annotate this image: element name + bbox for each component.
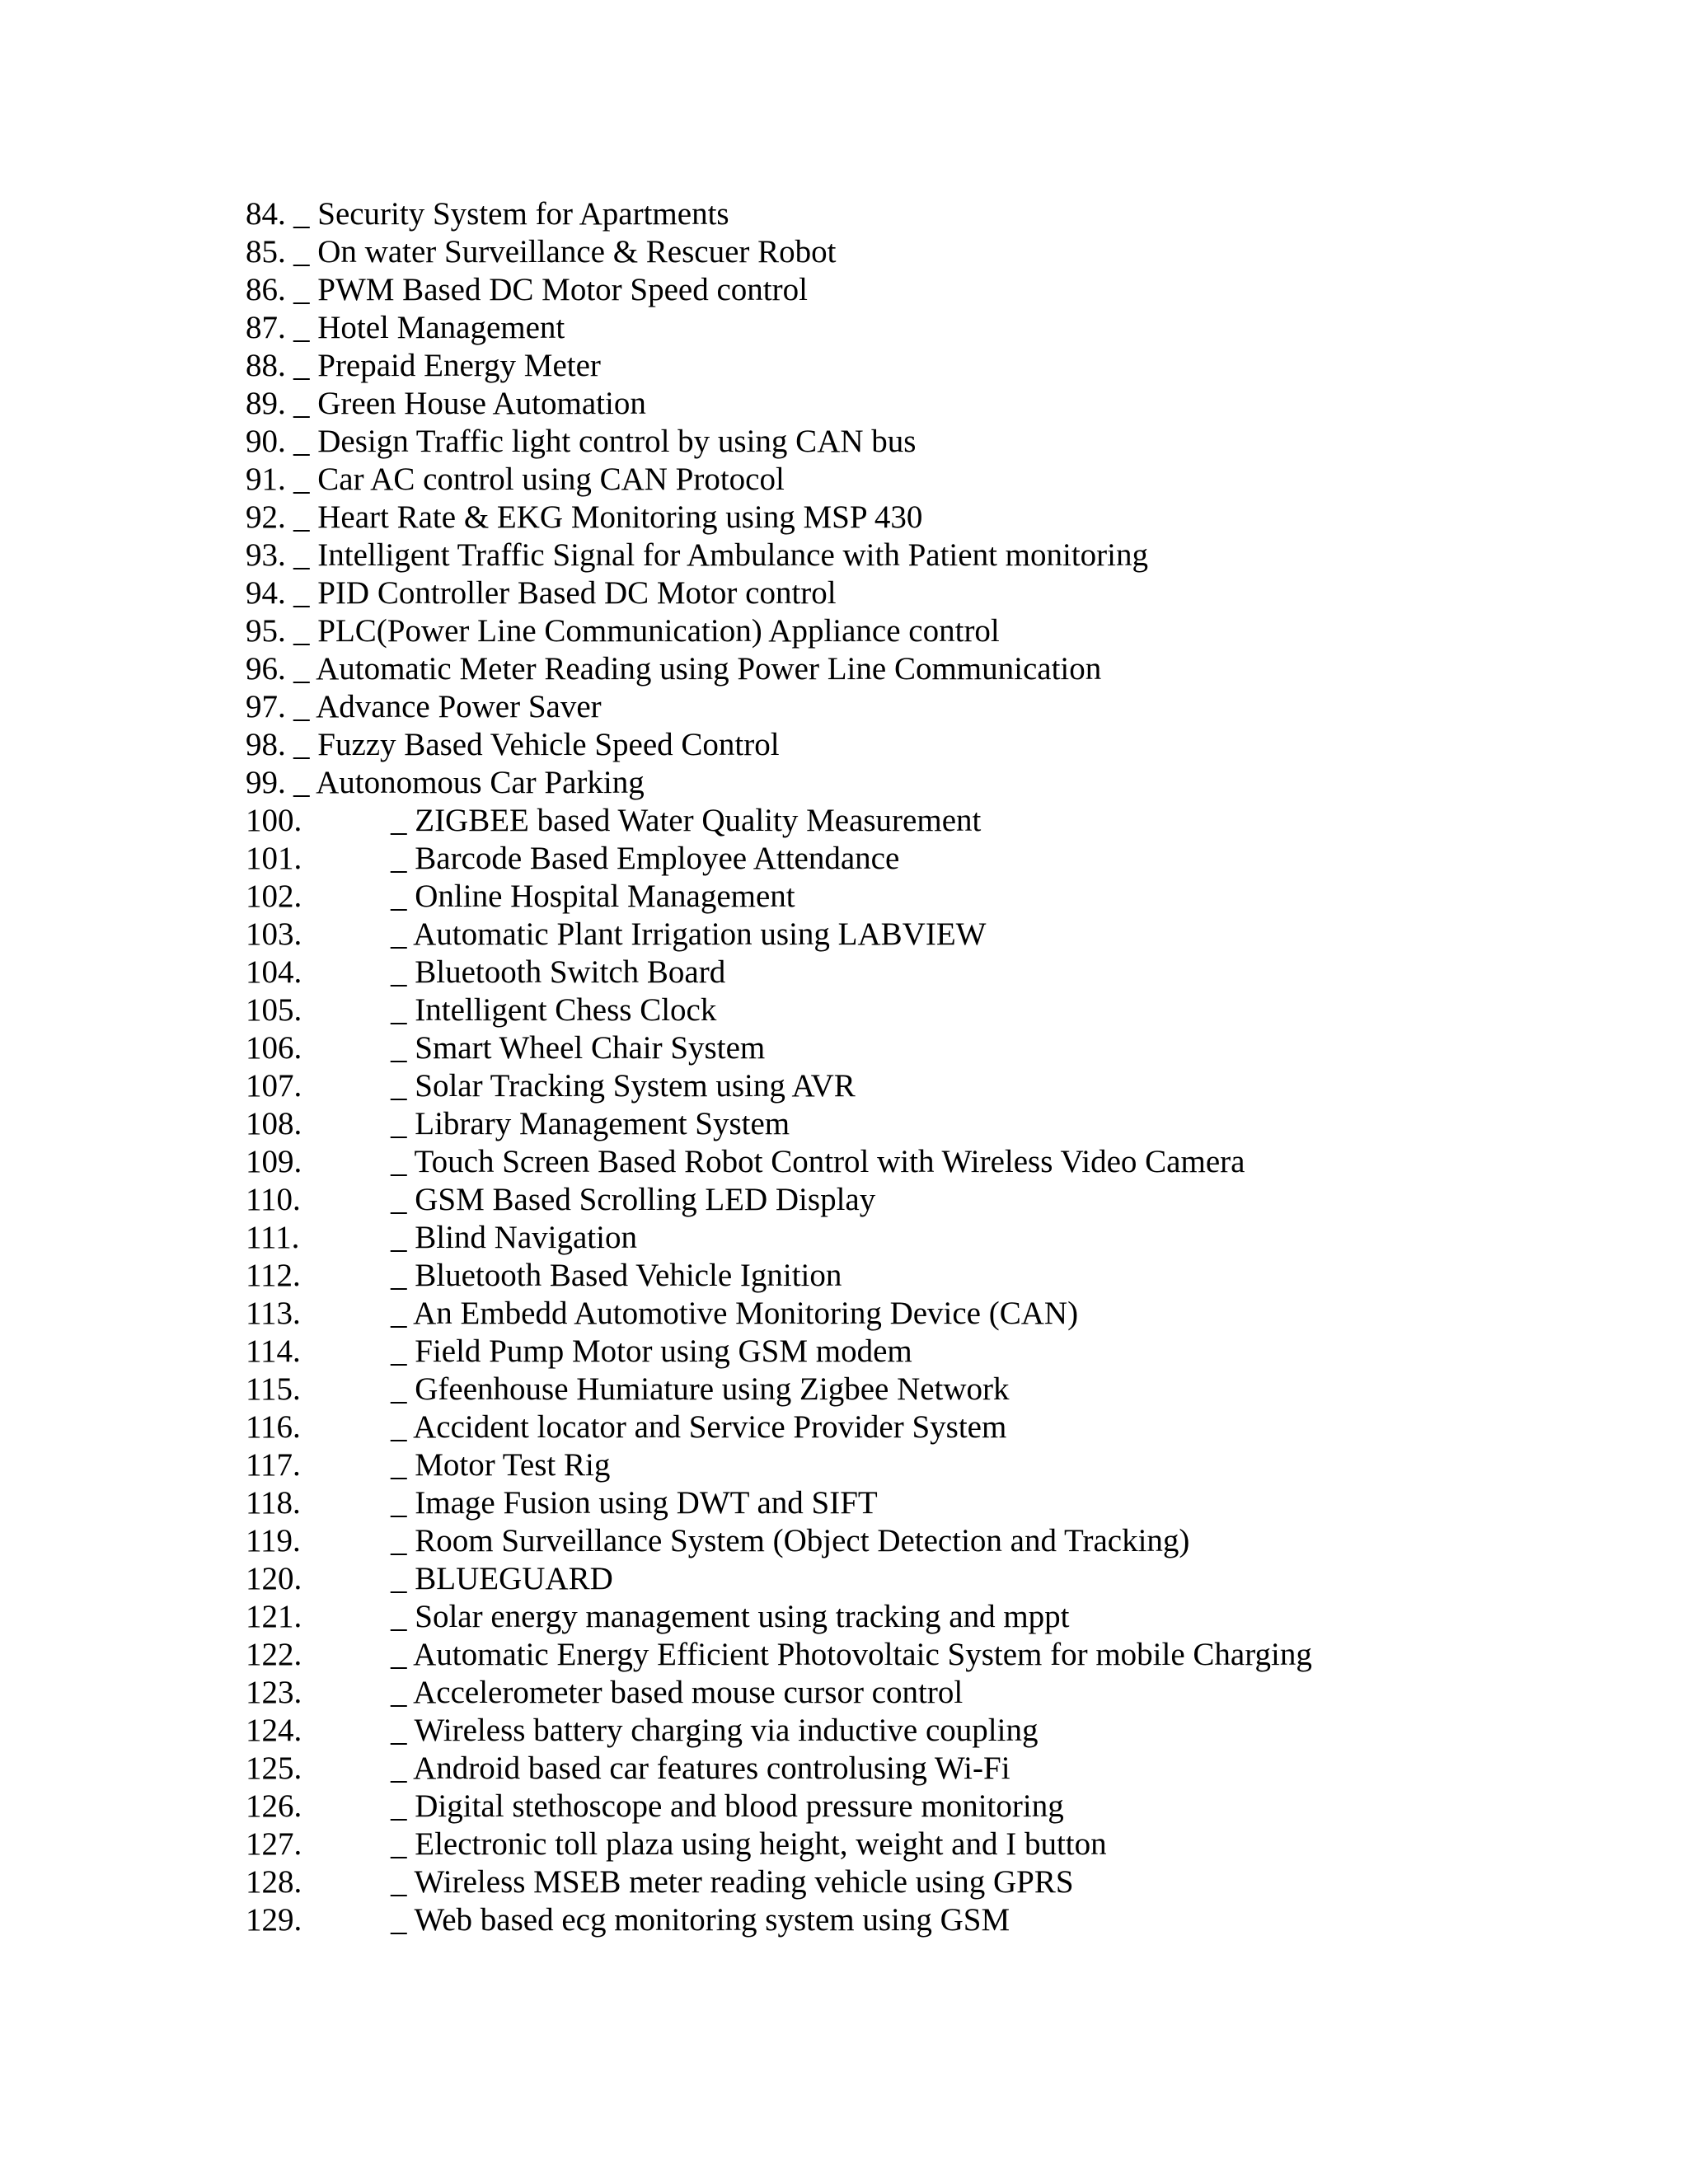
list-item-text: _ PWM Based DC Motor Speed control <box>293 272 808 307</box>
list-item-number: 104. <box>246 954 302 990</box>
list-item-number: 89. <box>246 386 286 421</box>
list-item-number: 124. <box>246 1713 302 1748</box>
list-item-text: _ Touch Screen Based Robot Control with Wireless Video Camera <box>391 1144 1245 1179</box>
list-item-number: 122. <box>246 1637 302 1672</box>
list-item-text: _ On water Surveillance & Rescuer Robot <box>293 234 837 269</box>
list-item-text: _ Advance Power Saver <box>293 689 602 724</box>
list-item-text: _ Blind Navigation <box>391 1220 637 1255</box>
list-item-text: _ Bluetooth Switch Board <box>391 954 726 990</box>
list-item-number: 87. <box>246 310 286 345</box>
list-item-number: 100. <box>246 803 302 838</box>
list-item-number: 128. <box>246 1864 302 1900</box>
list-item-text: _ Hotel Management <box>293 310 565 345</box>
list-item-number: 101. <box>246 841 302 876</box>
list-item-number: 92. <box>246 499 286 535</box>
list-item-number: 127. <box>246 1826 302 1862</box>
list-item-number: 105. <box>246 992 302 1028</box>
list-item-text: _ Image Fusion using DWT and SIFT <box>391 1485 878 1521</box>
list-item-text: _ GSM Based Scrolling LED Display <box>391 1182 876 1217</box>
list-item-number: 111. <box>246 1220 300 1255</box>
list-item-number: 115. <box>246 1371 301 1407</box>
list-item-text: _ Accelerometer based mouse cursor control <box>391 1675 964 1710</box>
list-item-text: _ Bluetooth Based Vehicle Ignition <box>391 1258 842 1293</box>
list-item-text: _ Automatic Energy Efficient Photovoltaic System for mobile Charging <box>391 1637 1312 1672</box>
list-item-text: _ Gfeenhouse Humiature using Zigbee Network <box>391 1371 1010 1407</box>
list-item-number: 90. <box>246 424 286 459</box>
list-item-text: _ Smart Wheel Chair System <box>391 1030 766 1066</box>
list-item-text: _ Automatic Plant Irrigation using LABVIEW <box>391 916 987 952</box>
list-item-text: _ Field Pump Motor using GSM modem <box>391 1333 912 1369</box>
list-item-number: 91. <box>246 462 286 497</box>
list-item-number: 121. <box>246 1599 302 1634</box>
list-item-text: _ Web based ecg monitoring system using GSM <box>391 1902 1010 1938</box>
list-item-number: 84. <box>246 196 286 232</box>
list-item-text: _ Wireless battery charging via inductive coupling <box>391 1713 1039 1748</box>
list-item-number: 97. <box>246 689 286 724</box>
list-item-number: 107. <box>246 1068 302 1104</box>
list-item-number: 109. <box>246 1144 302 1179</box>
list-item-text: _ Solar Tracking System using AVR <box>391 1068 856 1104</box>
list-item-number: 123. <box>246 1675 302 1710</box>
list-item-text: _ Motor Test Rig <box>391 1447 611 1483</box>
list-item-text: _ Digital stethoscope and blood pressure monitoring <box>391 1788 1064 1824</box>
list-item-number: 125. <box>246 1750 302 1786</box>
list-item-number: 93. <box>246 537 286 573</box>
list-item-text: _ Prepaid Energy Meter <box>293 348 601 383</box>
list-item-number: 103. <box>246 916 302 952</box>
list-item-text: _ Fuzzy Based Vehicle Speed Control <box>293 727 780 762</box>
list-item-text: _ Online Hospital Management <box>391 879 795 914</box>
list-item-number: 126. <box>246 1788 302 1824</box>
list-item-text: _ Android based car features controlusing Wi-Fi <box>391 1750 1010 1786</box>
list-item-number: 114. <box>246 1333 301 1369</box>
list-item-text: _ Autonomous Car Parking <box>293 765 645 800</box>
list-item-number: 118. <box>246 1485 301 1521</box>
list-item-number: 108. <box>246 1106 302 1141</box>
list-item-text: _ Room Surveillance System (Object Detection and Tracking) <box>391 1523 1190 1558</box>
list-item-number: 113. <box>246 1296 301 1331</box>
list-item-text: _ Intelligent Traffic Signal for Ambulance with Patient monitoring <box>293 537 1148 573</box>
list-item-text: _ BLUEGUARD <box>391 1561 613 1596</box>
list-item-text: _ An Embedd Automotive Monitoring Device (CAN) <box>391 1296 1079 1331</box>
list-item-number: 85. <box>246 234 286 269</box>
list-item-text: _ Solar energy management using tracking and mppt <box>391 1599 1070 1634</box>
list-item-text: _ Car AC control using CAN Protocol <box>293 462 785 497</box>
list-item-text: _ Barcode Based Employee Attendance <box>391 841 900 876</box>
list-item-number: 120. <box>246 1561 302 1596</box>
list-item-text: _ PLC(Power Line Communication) Appliance control <box>293 613 1000 649</box>
list-item-text: _ Wireless MSEB meter reading vehicle using GPRS <box>391 1864 1074 1900</box>
list-item-number: 106. <box>246 1030 302 1066</box>
list-item-number: 98. <box>246 727 286 762</box>
list-item-number: 112. <box>246 1258 301 1293</box>
list-item-number: 94. <box>246 575 286 611</box>
list-item-number: 116. <box>246 1409 301 1445</box>
list-item-text: _ Library Management System <box>391 1106 790 1141</box>
list-item-number: 117. <box>246 1447 301 1483</box>
list-item-number: 110. <box>246 1182 301 1217</box>
list-item-text: _ PID Controller Based DC Motor control <box>293 575 837 611</box>
list-item-text: _ Design Traffic light control by using CAN bus <box>293 424 917 459</box>
list-item-text: _ ZIGBEE based Water Quality Measurement <box>391 803 982 838</box>
list-item-number: 95. <box>246 613 286 649</box>
list-item-text: _ Intelligent Chess Clock <box>391 992 717 1028</box>
list-item-text: _ Automatic Meter Reading using Power Line Communication <box>293 651 1102 687</box>
list-item-number: 86. <box>246 272 286 307</box>
list-item-number: 129. <box>246 1902 302 1938</box>
list-item-number: 119. <box>246 1523 301 1558</box>
list-item-number: 102. <box>246 879 302 914</box>
list-item-text: _ Heart Rate & EKG Monitoring using MSP 430 <box>293 499 923 535</box>
list-item-number: 99. <box>246 765 286 800</box>
list-item-number: 88. <box>246 348 286 383</box>
list-item-number: 96. <box>246 651 286 687</box>
list-item-text: _ Security System for Apartments <box>293 196 729 232</box>
list-item-text: _ Electronic toll plaza using height, weight and I button <box>391 1826 1107 1862</box>
list-item-text: _ Green House Automation <box>293 386 646 421</box>
list-item-text: _ Accident locator and Service Provider System <box>391 1409 1007 1445</box>
